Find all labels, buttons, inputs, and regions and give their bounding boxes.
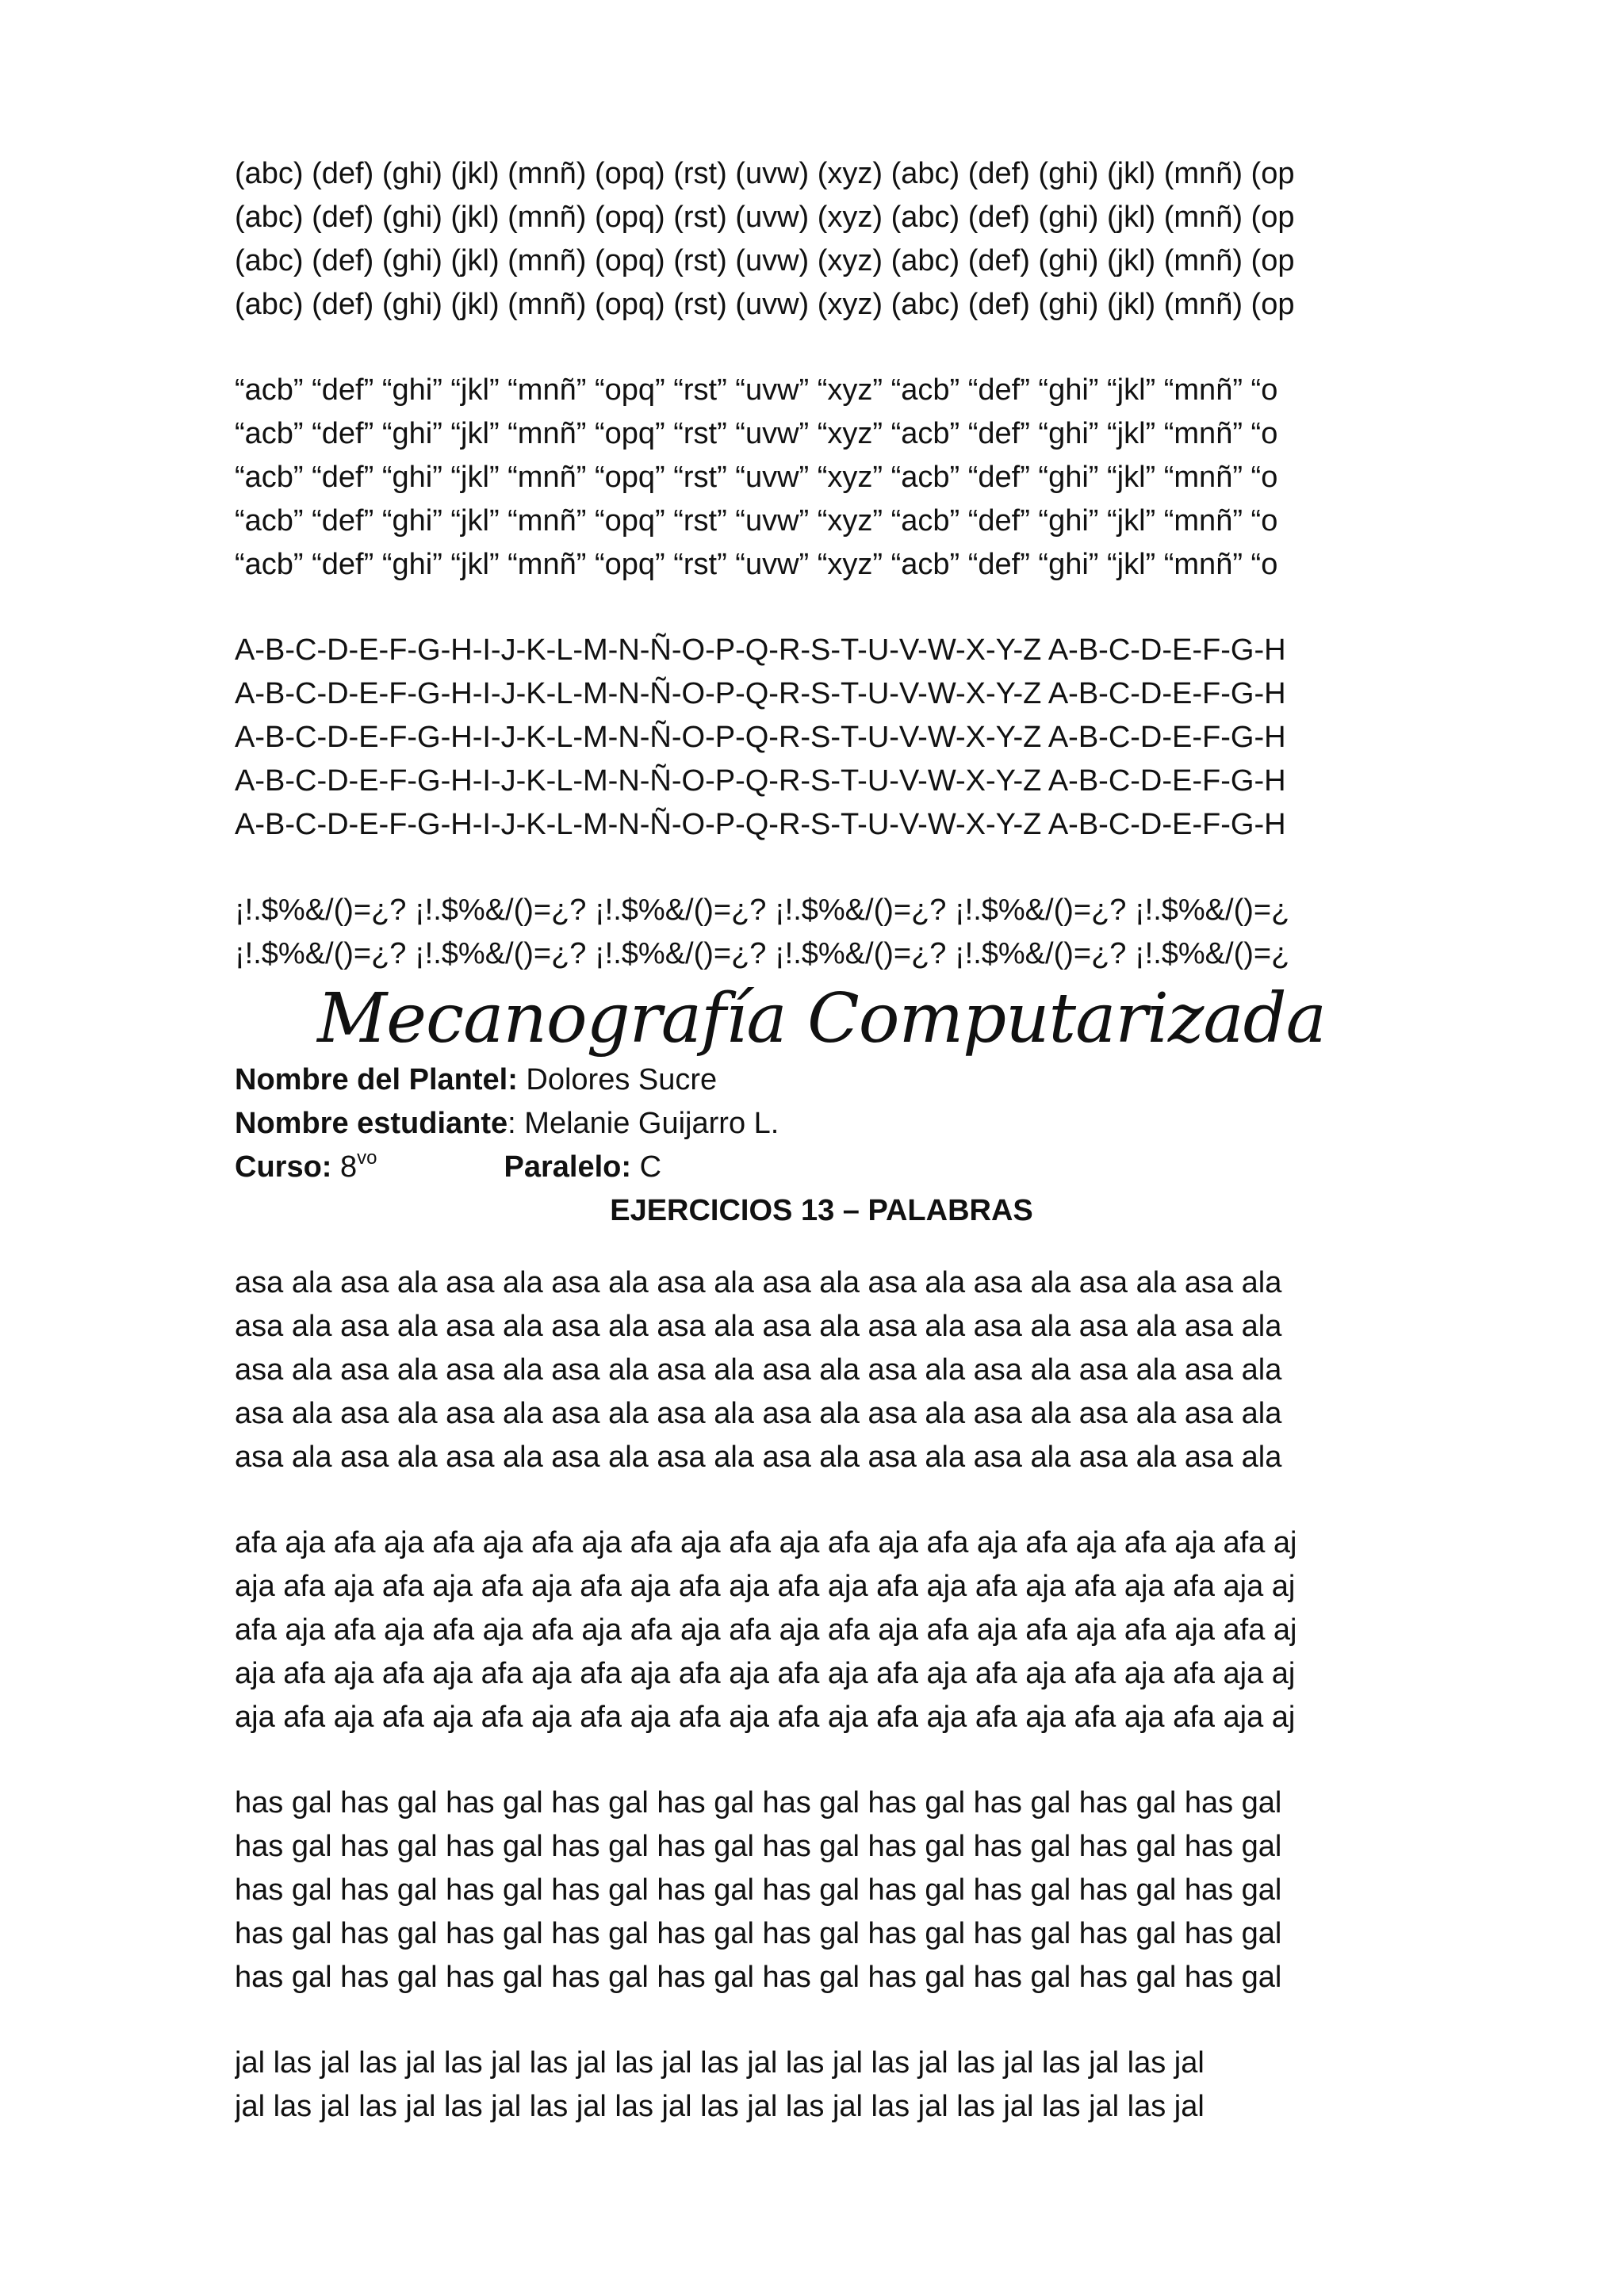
- exercise-block: [235, 629, 1408, 847]
- exercise-line: has gal has gal has gal has gal has gal has gal has gal has gal has gal has gal: [235, 1961, 1282, 1994]
- exercise-line: A-B-C-D-E-F-G-H-I-J-K-L-M-N-Ñ-O-P-Q-R-S-T-U-V-W-X-Y-Z A-B-C-D-E-F-G-H: [235, 808, 1286, 841]
- exercise-line: (abc) (def) (ghi) (jkl) (mnñ) (opq) (rst) (uvw) (xyz) (abc) (def) (ghi) (jkl) (mnñ) (op: [235, 288, 1295, 321]
- exercise-line: has gal has gal has gal has gal has gal has gal has gal has gal has gal has gal: [235, 1917, 1282, 1950]
- exercise-line: A-B-C-D-E-F-G-H-I-J-K-L-M-N-Ñ-O-P-Q-R-S-T-U-V-W-X-Y-Z A-B-C-D-E-F-G-H: [235, 764, 1286, 798]
- exercise-block: [235, 2042, 1408, 2129]
- exercise-line: has gal has gal has gal has gal has gal has gal has gal has gal has gal has gal: [235, 1830, 1282, 1863]
- exercise-heading: EJERCICIOS 13 – PALABRAS: [610, 1194, 1033, 1227]
- exercise-line: asa ala asa ala asa ala asa ala asa ala asa ala asa ala asa ala asa ala asa ala: [235, 1397, 1282, 1430]
- exercise-line: jal las jal las jal las jal las jal las jal las jal las jal las jal las jal las jal las jal: [235, 2046, 1205, 2080]
- exercise-block: [235, 152, 1408, 327]
- exercise-line: asa ala asa ala asa ala asa ala asa ala asa ala asa ala asa ala asa ala asa ala: [235, 1353, 1282, 1387]
- exercise-line: has gal has gal has gal has gal has gal has gal has gal has gal has gal has gal: [235, 1873, 1282, 1907]
- exercise-line: asa ala asa ala asa ala asa ala asa ala asa ala asa ala asa ala asa ala asa ala: [235, 1310, 1282, 1343]
- plantel-label: Nombre del Plantel:: [235, 1063, 518, 1096]
- exercise-line: ¡!.$%&/()=¿? ¡!.$%&/()=¿? ¡!.$%&/()=¿? ¡!.$%&/()=¿? ¡!.$%&/()=¿? ¡!.$%&/()=¿: [235, 894, 1290, 927]
- exercise-line: A-B-C-D-E-F-G-H-I-J-K-L-M-N-Ñ-O-P-Q-R-S-T-U-V-W-X-Y-Z A-B-C-D-E-F-G-H: [235, 633, 1286, 667]
- estudiante-label: Nombre estudiante: [235, 1107, 508, 1140]
- curso-label: Curso:: [235, 1150, 332, 1184]
- curso-row: [235, 1146, 1408, 1189]
- estudiante-value: : Melanie Guijarro L.: [508, 1107, 779, 1140]
- exercise-block: [235, 369, 1408, 587]
- exercise-line: “acb” “def” “ghi” “jkl” “mnñ” “opq” “rst” “uvw” “xyz” “acb” “def” “ghi” “jkl” “mnñ” “o: [235, 373, 1278, 407]
- estudiante-row: [235, 1102, 1408, 1146]
- exercise-line: “acb” “def” “ghi” “jkl” “mnñ” “opq” “rst” “uvw” “xyz” “acb” “def” “ghi” “jkl” “mnñ” “o: [235, 461, 1278, 494]
- exercise-line: (abc) (def) (ghi) (jkl) (mnñ) (opq) (rst) (uvw) (xyz) (abc) (def) (ghi) (jkl) (mnñ) (op: [235, 157, 1295, 190]
- exercise-block: [235, 1781, 1408, 1999]
- paralelo-label: Paralelo:: [504, 1150, 632, 1184]
- exercise-line: asa ala asa ala asa ala asa ala asa ala asa ala asa ala asa ala asa ala asa ala: [235, 1441, 1282, 1474]
- exercise-line: “acb” “def” “ghi” “jkl” “mnñ” “opq” “rst” “uvw” “xyz” “acb” “def” “ghi” “jkl” “mnñ” “o: [235, 504, 1278, 538]
- paralelo-value: C: [631, 1150, 662, 1184]
- document-title: Mecanografía Computarizada: [317, 979, 1326, 1058]
- exercise-line: “acb” “def” “ghi” “jkl” “mnñ” “opq” “rst” “uvw” “xyz” “acb” “def” “ghi” “jkl” “mnñ” “o: [235, 417, 1278, 450]
- plantel-value: Dolores Sucre: [517, 1063, 718, 1096]
- exercise-line: asa ala asa ala asa ala asa ala asa ala asa ala asa ala asa ala asa ala asa ala: [235, 1266, 1282, 1299]
- exercise-block: [235, 1521, 1408, 1739]
- exercise-block: [235, 1261, 1408, 1479]
- curso-superscript: vo: [357, 1147, 377, 1169]
- exercise-line: aja afa aja afa aja afa aja afa aja afa aja afa aja afa aja afa aja afa aja afa aja aj: [235, 1570, 1296, 1603]
- exercise-line: jal las jal las jal las jal las jal las jal las jal las jal las jal las jal las jal las jal: [235, 2090, 1205, 2123]
- plantel-row: [235, 1058, 1408, 1102]
- exercise-line: A-B-C-D-E-F-G-H-I-J-K-L-M-N-Ñ-O-P-Q-R-S-T-U-V-W-X-Y-Z A-B-C-D-E-F-G-H: [235, 721, 1286, 754]
- exercise-line: aja afa aja afa aja afa aja afa aja afa aja afa aja afa aja afa aja afa aja afa aja aj: [235, 1701, 1296, 1734]
- curso-value: 8: [331, 1150, 358, 1184]
- exercise-line: ¡!.$%&/()=¿? ¡!.$%&/()=¿? ¡!.$%&/()=¿? ¡!.$%&/()=¿? ¡!.$%&/()=¿? ¡!.$%&/()=¿: [235, 937, 1290, 970]
- bottom-exercise-blocks: [235, 1261, 1408, 2129]
- exercise-line: “acb” “def” “ghi” “jkl” “mnñ” “opq” “rst” “uvw” “xyz” “acb” “def” “ghi” “jkl” “mnñ” “o: [235, 548, 1278, 581]
- exercise-line: A-B-C-D-E-F-G-H-I-J-K-L-M-N-Ñ-O-P-Q-R-S-T-U-V-W-X-Y-Z A-B-C-D-E-F-G-H: [235, 677, 1286, 710]
- document-content: [235, 152, 1408, 2129]
- exercise-line: afa aja afa aja afa aja afa aja afa aja afa aja afa aja afa aja afa aja afa aja afa aj: [235, 1613, 1297, 1647]
- exercise-line: aja afa aja afa aja afa aja afa aja afa aja afa aja afa aja afa aja afa aja afa aja aj: [235, 1657, 1296, 1690]
- exercise-block: [235, 889, 1408, 976]
- exercise-line: afa aja afa aja afa aja afa aja afa aja afa aja afa aja afa aja afa aja afa aja afa aj: [235, 1526, 1297, 1559]
- exercise-line: has gal has gal has gal has gal has gal has gal has gal has gal has gal has gal: [235, 1786, 1282, 1820]
- exercise-line: (abc) (def) (ghi) (jkl) (mnñ) (opq) (rst) (uvw) (xyz) (abc) (def) (ghi) (jkl) (mnñ) (op: [235, 244, 1295, 277]
- top-exercise-blocks: [235, 152, 1408, 976]
- exercise-line: (abc) (def) (ghi) (jkl) (mnñ) (opq) (rst) (uvw) (xyz) (abc) (def) (ghi) (jkl) (mnñ) (op: [235, 201, 1295, 234]
